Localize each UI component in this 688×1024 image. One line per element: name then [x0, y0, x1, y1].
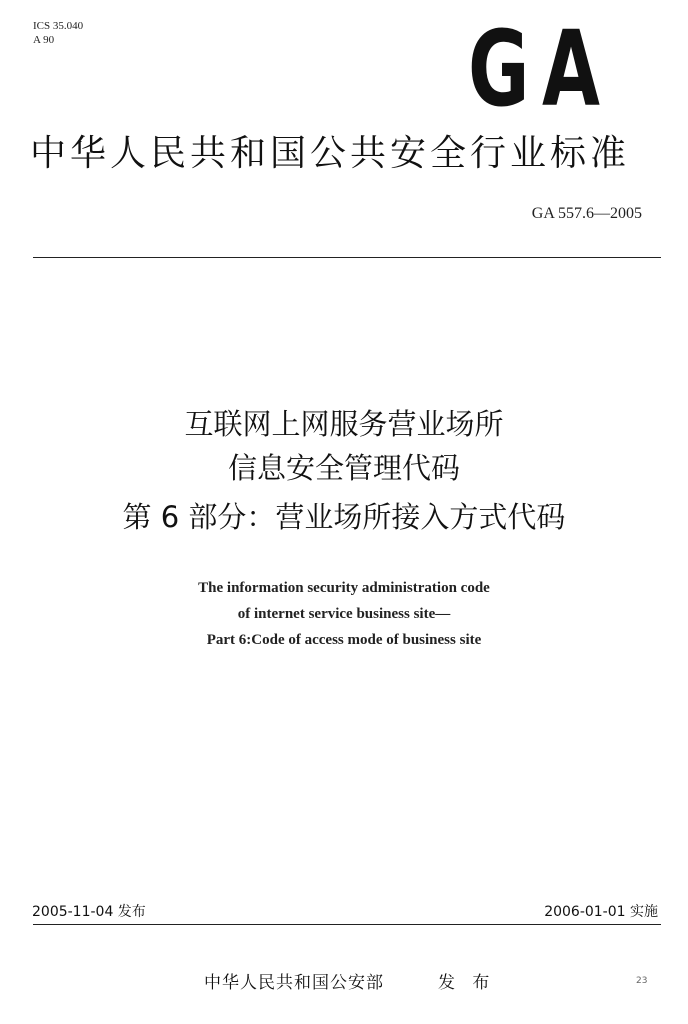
page-number: 23 [636, 976, 648, 986]
english-title-line-2: of internet service business site— [237, 606, 451, 622]
publisher: 中华人民共和国公安部 [204, 973, 384, 993]
english-title-line-1: The information security administration code [198, 580, 490, 596]
chinese-title-line-2: 信息安全管理代码 [227, 451, 460, 485]
publish-label: 发 布 [438, 973, 496, 993]
standard-category: 中华人民共和国公共安全行业标准 [30, 133, 631, 174]
chinese-title-line-3: 第 6 部分：营业场所接入方式代码 [122, 500, 566, 534]
ga-logo [468, 8, 616, 130]
ics-code: ICS 35.040 [33, 20, 84, 32]
logo-letter-g: G [468, 8, 530, 130]
standard-number: GA 557.6—2005 [531, 205, 642, 222]
bottom-divider [33, 924, 661, 925]
logo-letter-a: A [542, 8, 600, 130]
english-title-line-3: Part 6:Code of access mode of business site [206, 632, 482, 648]
top-divider [33, 257, 661, 258]
ccs-code: A 90 [33, 34, 55, 46]
issue-date: 2005-11-04 发布 [32, 904, 146, 920]
chinese-title-line-1: 互联网上网服务营业场所 [184, 407, 504, 441]
implementation-date: 2006-01-01 实施 [544, 904, 658, 920]
